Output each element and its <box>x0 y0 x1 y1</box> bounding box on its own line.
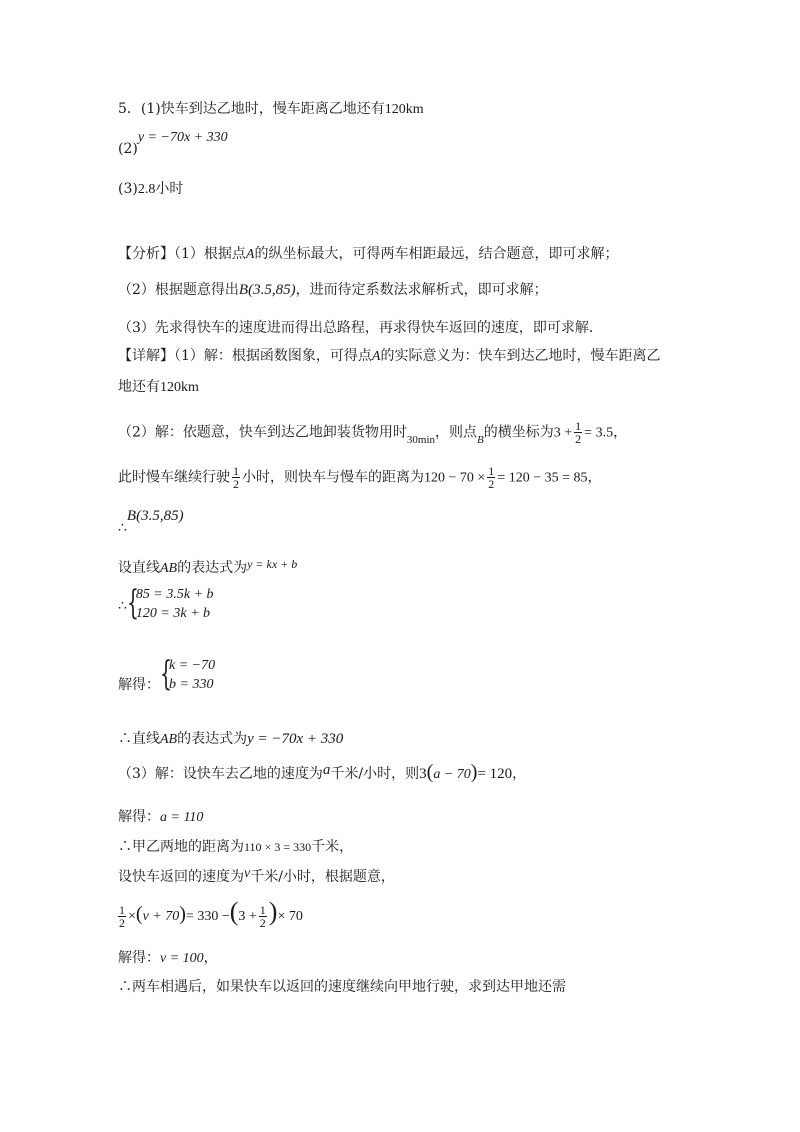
point-b: B(3.5,85) <box>238 282 296 298</box>
detail-text: 此时慢车继续行驶 <box>118 469 230 486</box>
denominator: 2 <box>119 915 125 930</box>
detail-text: 千米/小时，则 <box>330 766 420 782</box>
numerator: 1 <box>488 464 495 478</box>
detail-text: 的横坐标为 <box>483 424 554 441</box>
paren-close: ) <box>179 903 186 925</box>
answer-2-equation: y = −70x + 330 <box>137 130 228 145</box>
line-equation: y = −70x + 330 <box>247 731 344 747</box>
detail-text: （3）解：设快车去乙地的速度为 <box>118 766 323 782</box>
analysis-line-1 <box>118 245 618 264</box>
point-b: B <box>477 433 484 446</box>
distance-value: 120km <box>160 380 199 395</box>
speed-var-a: a <box>322 762 331 778</box>
distance-expr: 110 × 3 = 330 <box>244 840 312 854</box>
detail-text: ∴两车相遇后，如果快车以返回的速度继续向甲地行驶，求到达甲地还需 <box>118 979 566 995</box>
answer-line-2 <box>118 128 228 157</box>
punct: ， <box>587 469 602 486</box>
answer-1-text: 5．(1)快车到达乙地时，慢车距离乙地还有 <box>118 101 385 117</box>
analysis-text: 的纵坐标最大，可得两车相距最远，结合题意，即可求解； <box>254 246 619 262</box>
answer-line-3 <box>118 180 183 199</box>
numerator: 1 <box>119 902 125 917</box>
punct: ， <box>512 766 527 782</box>
detail-text: 的表达式为 <box>177 731 248 747</box>
answer-3-value: 2.8 <box>137 182 156 197</box>
point-a: A <box>371 349 381 364</box>
numerator: 1 <box>575 419 582 433</box>
brace-icon: { <box>160 654 172 694</box>
system-row: k = −70 <box>169 658 216 673</box>
point-b: B(3.5,85) <box>126 508 184 524</box>
detail-line-15 <box>118 949 218 968</box>
therefore-symbol: ∴ <box>118 598 127 614</box>
expr: v + 70 <box>142 909 180 924</box>
detail-text: ，则点 <box>435 424 478 441</box>
answer-line-1 <box>118 100 424 119</box>
detail-text: 设直线 <box>118 560 160 576</box>
detail-line-12 <box>118 838 353 856</box>
analysis-text: （3）先求得快车的速度进而得出总路程，再求得快车返回的速度，即可求解． <box>118 320 603 336</box>
paren-close: ) <box>470 761 478 783</box>
fraction <box>232 465 240 490</box>
denominator: 2 <box>488 477 495 491</box>
paren-open: ( <box>229 897 239 926</box>
detail-text: 千米/小时，根据题意， <box>250 869 395 885</box>
detail-line-4 <box>118 465 601 490</box>
expr: a − 70 <box>433 767 471 782</box>
detail-line-1 <box>118 347 660 366</box>
numerator: 1 <box>259 902 266 917</box>
detail-line-8 <box>118 656 215 694</box>
detail-tag: 【详解】 <box>118 348 174 364</box>
analysis-line-2 <box>118 281 548 299</box>
solve-label: 解得： <box>118 677 160 693</box>
brace-icon: { <box>126 583 139 623</box>
analysis-text: ，进而待定系数法求解析式，即可求解； <box>295 282 548 298</box>
paren-close: ) <box>268 897 278 926</box>
expr: = 330 − <box>185 909 230 924</box>
fraction <box>574 420 582 445</box>
analysis-tag: 【分析】 <box>118 246 174 262</box>
detail-text: 设快车返回的速度为 <box>118 869 244 885</box>
detail-text: 小时，则快车与慢车的距离为 <box>242 469 424 486</box>
system-row: 120 = 3k + b <box>135 606 211 621</box>
fraction <box>259 904 267 929</box>
analysis-text: （2）根据题意得出 <box>118 282 239 298</box>
equation-system-2 <box>160 656 215 694</box>
punct: ， <box>203 950 218 966</box>
system-row: 85 = 3.5k + b <box>135 587 214 602</box>
paren-open: ( <box>135 903 143 925</box>
solve-label: 解得： <box>118 950 160 966</box>
solve-label: 解得： <box>118 809 160 825</box>
system-row: b = 330 <box>169 677 214 692</box>
therefore-symbol: ∴ <box>118 520 127 536</box>
detail-line-14 <box>118 897 303 930</box>
paren-open: ( <box>426 761 434 783</box>
detail-line-7 <box>118 585 214 623</box>
detail-line-2 <box>118 378 199 397</box>
expr: 3 + <box>238 909 257 924</box>
line-ab: AB <box>160 732 178 747</box>
answer-1-value: 120km <box>384 102 424 117</box>
detail-text: 的实际意义为：快车到达乙地时，慢车距离乙 <box>380 348 661 364</box>
denominator: 2 <box>575 432 582 446</box>
detail-line-16 <box>118 978 566 996</box>
solution-v: v = 100 <box>160 951 204 966</box>
expr: = 120 <box>477 766 513 782</box>
equation-system-1 <box>127 585 214 623</box>
detail-line-6 <box>118 559 297 578</box>
expr: 120 − 70 × <box>424 470 486 486</box>
expr: × 70 <box>277 909 303 924</box>
detail-line-5 <box>118 507 184 536</box>
fraction <box>487 465 495 490</box>
expr: × <box>128 909 136 924</box>
detail-text: 的表达式为 <box>177 560 248 576</box>
denominator: 2 <box>233 477 239 491</box>
detail-line-9 <box>118 730 343 749</box>
numerator: 1 <box>233 464 239 478</box>
detail-text: 地还有 <box>118 379 160 395</box>
detail-line-10 <box>118 763 526 784</box>
line-ab: AB <box>160 561 178 576</box>
detail-line-11 <box>118 808 203 827</box>
detail-line-13 <box>118 868 395 887</box>
expr: 3 + <box>553 425 573 441</box>
speed-var-v: v <box>244 866 251 881</box>
answer-3-unit: 小时 <box>155 181 184 197</box>
line-equation: y = kx + b <box>247 557 298 571</box>
denominator: 2 <box>259 915 266 930</box>
answer-2-label: (2) <box>118 141 138 157</box>
analysis-text: （1）根据点 <box>174 246 246 262</box>
detail-text: ∴直线 <box>118 731 160 747</box>
punct: ， <box>613 424 628 441</box>
analysis-line-3 <box>118 319 603 337</box>
detail-text: （1）解：根据函数图象，可得点 <box>174 348 372 364</box>
detail-text: ∴甲乙两地的距离为 <box>118 839 244 855</box>
expr: = 3.5 <box>584 425 614 441</box>
solution-a: a = 110 <box>160 810 204 825</box>
expr: = 120 − 35 = 85 <box>497 470 588 486</box>
detail-line-3 <box>118 420 627 445</box>
detail-text: （2）解：依题意，快车到达乙地卸装货物用时 <box>118 424 407 441</box>
point-a: A <box>245 247 255 262</box>
fraction <box>118 904 126 929</box>
detail-text: 千米， <box>311 839 354 855</box>
answer-3-label: (3) <box>118 181 138 197</box>
unload-time: 30min <box>406 433 436 446</box>
expr: 3 <box>419 766 427 782</box>
